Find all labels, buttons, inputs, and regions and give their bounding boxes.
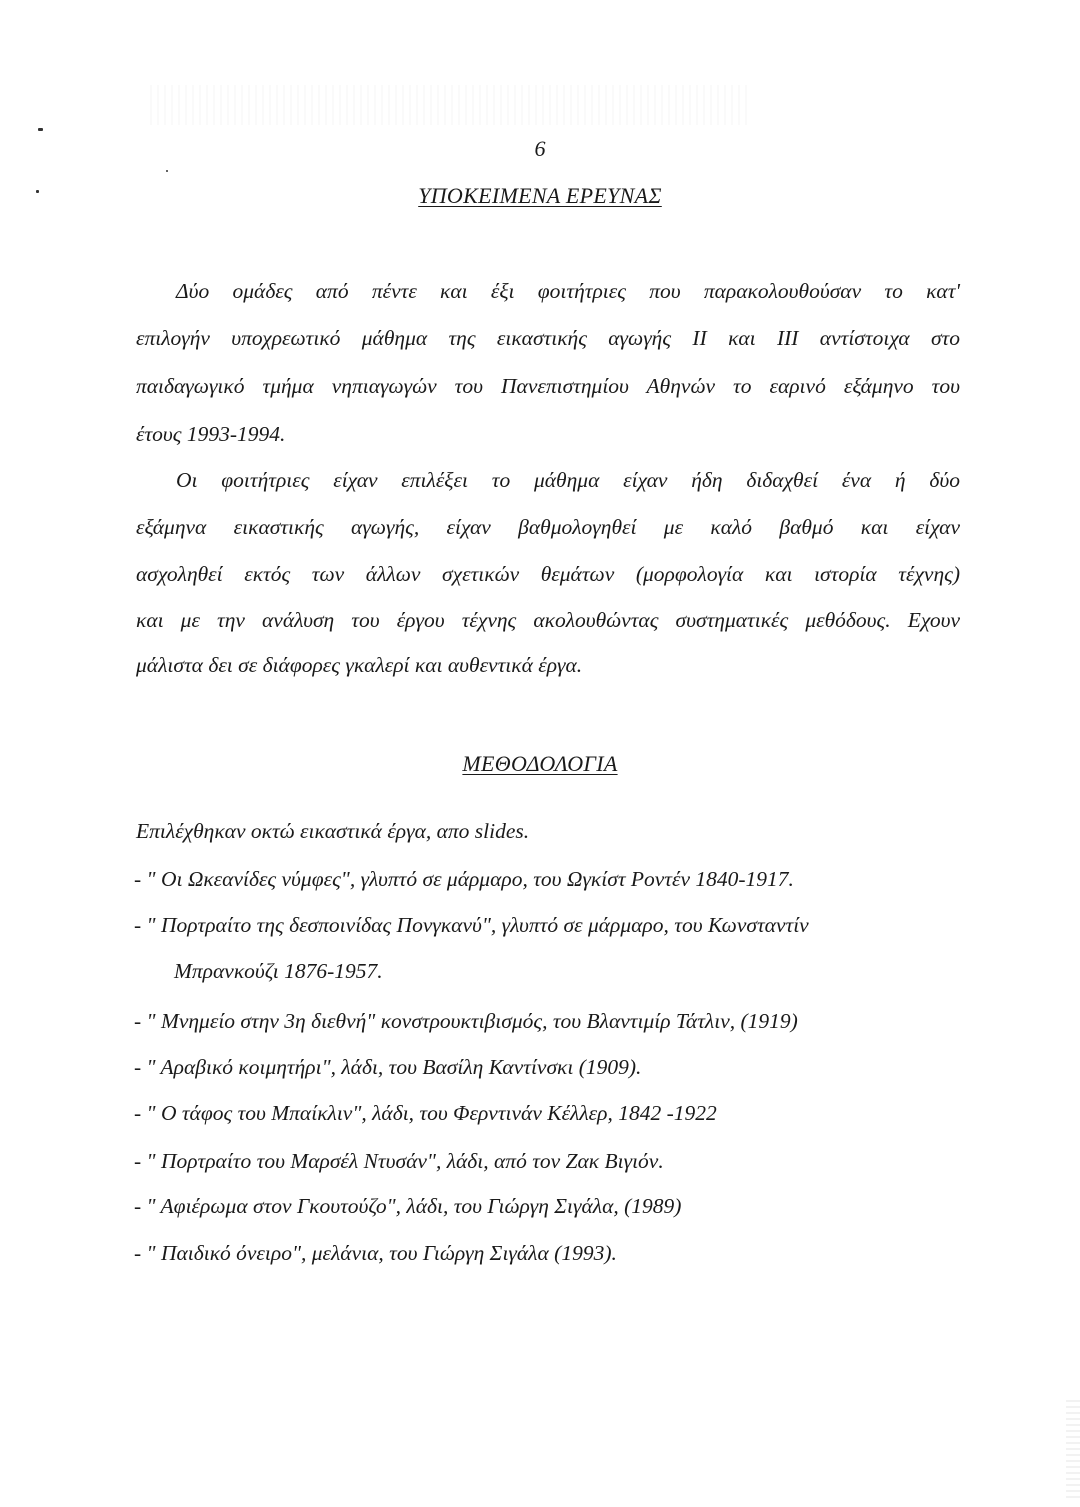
paragraph-line: έτους 1993-1994. <box>136 422 286 446</box>
artwork-list-item: - " Οι Ωκεανίδες νύμφες", γλυπτό σε μάρμαρο, του Ωγκίστ Ροντέν 1840-1917. <box>134 867 794 891</box>
scan-noise <box>150 85 750 125</box>
paragraph-line: Οι φοιτήτριες είχαν επιλέξει το μάθημα είχαν ήδη διδαχθεί ένα ή δύο <box>176 468 960 492</box>
artwork-list-item: - " Αραβικό κοιμητήρι", λάδι, του Βασίλη Καντίνσκι (1909). <box>134 1055 642 1079</box>
artwork-list-item: - " Αφιέρωμα στον Γκουτούζο", λάδι, του Γιώργη Σιγάλα, (1989) <box>134 1194 682 1218</box>
scan-speck <box>166 170 168 172</box>
page-number: 6 <box>534 136 546 161</box>
paragraph-line: επιλογήν υποχρεωτικό μάθημα της εικαστικής αγωγής ΙΙ και ΙΙΙ αντίστοιχα στο <box>136 326 960 350</box>
paragraph-line: εξάμηνα εικαστικής αγωγής, είχαν βαθμολογηθεί με καλό βαθμό και είχαν <box>136 515 960 539</box>
section-heading-research-subjects: ΥΠΟΚΕΙΜΕΝΑ ΕΡΕΥΝΑΣ <box>418 183 662 208</box>
methodology-intro: Επιλέχθηκαν οκτώ εικαστικά έργα, απο slides. <box>136 819 530 843</box>
artwork-list-item: - " Μνημείο στην 3η διεθνή" κονστρουκτιβισμός, του Βλαντιμίρ Τάτλιν, (1919) <box>134 1009 798 1033</box>
scan-speck <box>38 128 43 131</box>
section-heading-methodology: ΜΕΘΟΔΟΛΟΓΙΑ <box>462 751 618 776</box>
paragraph-line: και με την ανάλυση του έργου τέχνης ακολουθώντας συστηματικές μεθόδους. Εχουν <box>136 608 960 632</box>
artwork-list-item: - " Πορτραίτο του Μαρσέλ Ντυσάν", λάδι, από τον Ζακ Βιγιόν. <box>134 1149 664 1173</box>
scan-edge-artifact <box>1066 1400 1080 1500</box>
artwork-list-item-continuation: Μπρανκούζι 1876-1957. <box>174 959 383 983</box>
paragraph-line: ασχοληθεί εκτός των άλλων σχετικών θεμάτων (μορφολογία και ιστορία τέχνης) <box>136 562 960 586</box>
artwork-list-item: - " Παιδικό όνειρο", μελάνια, του Γιώργη Σιγάλα (1993). <box>134 1241 617 1265</box>
paragraph-line: Δύο ομάδες από πέντε και έξι φοιτήτριες που παρακολουθούσαν το κατ' <box>176 279 960 303</box>
paragraph-line: παιδαγωγικό τμήμα νηπιαγωγών του Πανεπιστημίου Αθηνών το εαρινό εξάμηνο του <box>136 374 960 398</box>
artwork-list-item: - " Ο τάφος του Μπαίκλιν", λάδι, του Φερντινάν Κέλλερ, 1842 -1922 <box>134 1101 717 1125</box>
artwork-list-item: - " Πορτραίτο της δεσποινίδας Πονγκανύ", γλυπτό σε μάρμαρο, του Κωνσταντίν <box>134 913 809 937</box>
paragraph-line: μάλιστα δει σε διάφορες γκαλερί και αυθεντικά έργα. <box>136 653 583 677</box>
